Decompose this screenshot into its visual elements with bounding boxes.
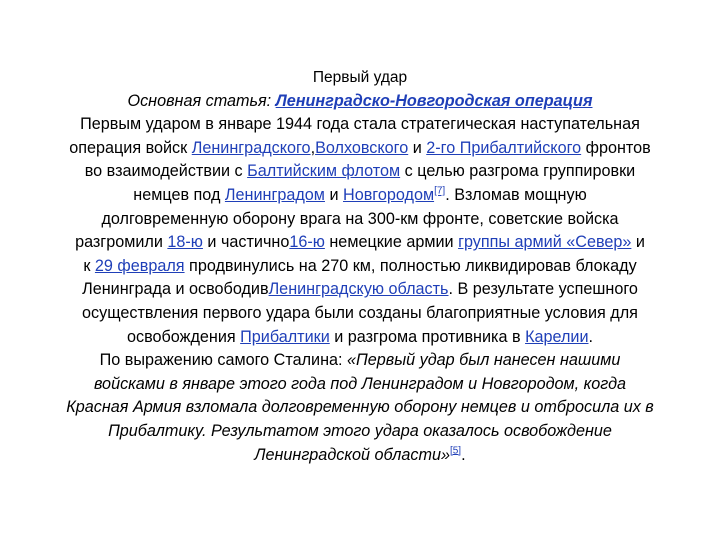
text-span: немцев под [133, 185, 225, 204]
para2-line-2: войсками в январе этого года под Ленинградом и Новгородом, когда [93, 374, 627, 393]
slide-text [0, 66, 720, 467]
para1-line-9: осуществления первого удара были созданы благоприятные условия для [82, 303, 638, 322]
para2-line-4: Прибалтику. Результатом этого удара оказалось освобождение [108, 421, 612, 440]
link-2nd-baltic-front[interactable]: 2-го Прибалтийского [426, 138, 582, 157]
para2-line-1 [0, 349, 720, 373]
text-span: разгромили [75, 233, 168, 252]
quote-span: Ленинградской области» [254, 445, 450, 464]
para1-line-7 [0, 255, 720, 279]
text-span: По выражению самого Сталина: [99, 351, 348, 370]
link-leningrad-oblast[interactable]: Ленинградскую область [268, 280, 449, 299]
text-span: с целью разгрома группировки [400, 162, 636, 181]
link-karelia[interactable]: Карелии [525, 327, 589, 346]
main-article-link[interactable]: Ленинградско-Новгородская операция [275, 91, 593, 110]
para1-line-1: Первым ударом в январе 1944 года стала стратегическая наступательная [80, 115, 640, 134]
link-29-february[interactable]: 29 февраля [94, 256, 185, 275]
text-span: фронтов [581, 138, 651, 157]
link-novgorod[interactable]: Новгородом [343, 185, 435, 204]
link-baltic-fleet[interactable]: Балтийским флотом [247, 162, 401, 181]
text-span: , [310, 138, 316, 157]
main-article-label: Основная статья: [127, 91, 276, 110]
para1-line-6 [0, 231, 720, 255]
link-baltics[interactable]: Прибалтики [240, 327, 330, 346]
footnote-link-7[interactable]: [7] [434, 185, 446, 197]
footnote-link-5[interactable]: [5] [449, 445, 462, 457]
text-span: во взаимодействии с [84, 162, 248, 181]
text-span: и частично [202, 233, 290, 252]
para1-line-4 [0, 184, 720, 208]
text-span: и [631, 233, 645, 252]
text-span: Ленинграда и освободив [82, 280, 269, 299]
text-span: операция войск [69, 138, 192, 157]
link-leningrad-front[interactable]: Ленинградского [191, 138, 311, 157]
text-span: . Взломав мощную [445, 185, 587, 204]
main-article-line [0, 90, 720, 114]
text-span: продвинулись на 270 км, полностью ликвидировав блокаду [184, 256, 637, 275]
text-span: и разгрома противника в [329, 327, 526, 346]
para2-line-3: Красная Армия взломала долговременную оборону немцев и отбросила их в [66, 398, 654, 417]
link-volkhov-front[interactable]: Волховского [315, 138, 409, 157]
text-span: и [324, 185, 343, 204]
link-18th-army[interactable]: 18-ю [167, 233, 203, 252]
text-span: . [461, 445, 466, 464]
link-army-group-north[interactable]: группы армий «Север» [458, 233, 632, 252]
para1-line-8 [0, 278, 720, 302]
text-span: к [83, 256, 95, 275]
para1-line-2 [0, 137, 720, 161]
text-span: и [408, 138, 427, 157]
footnote-ref-7 [434, 186, 445, 197]
para2-line-5 [0, 444, 720, 468]
text-span: . В результате успешного [448, 280, 638, 299]
para1-line-3 [0, 160, 720, 184]
link-16th-army[interactable]: 16-ю [289, 233, 325, 252]
para1-line-5: долговременную оборону врага на 300-км фронте, советские войска [101, 209, 619, 228]
text-span: освобождения [127, 327, 241, 346]
section-heading: Первый удар [312, 69, 408, 86]
footnote-ref-5 [450, 445, 461, 456]
text-span: немецкие армии [324, 233, 459, 252]
text-span: . [588, 327, 593, 346]
link-leningrad[interactable]: Ленинградом [224, 185, 325, 204]
para1-line-10 [0, 326, 720, 350]
quote-span: «Первый удар был нанесен нашими [347, 351, 621, 370]
